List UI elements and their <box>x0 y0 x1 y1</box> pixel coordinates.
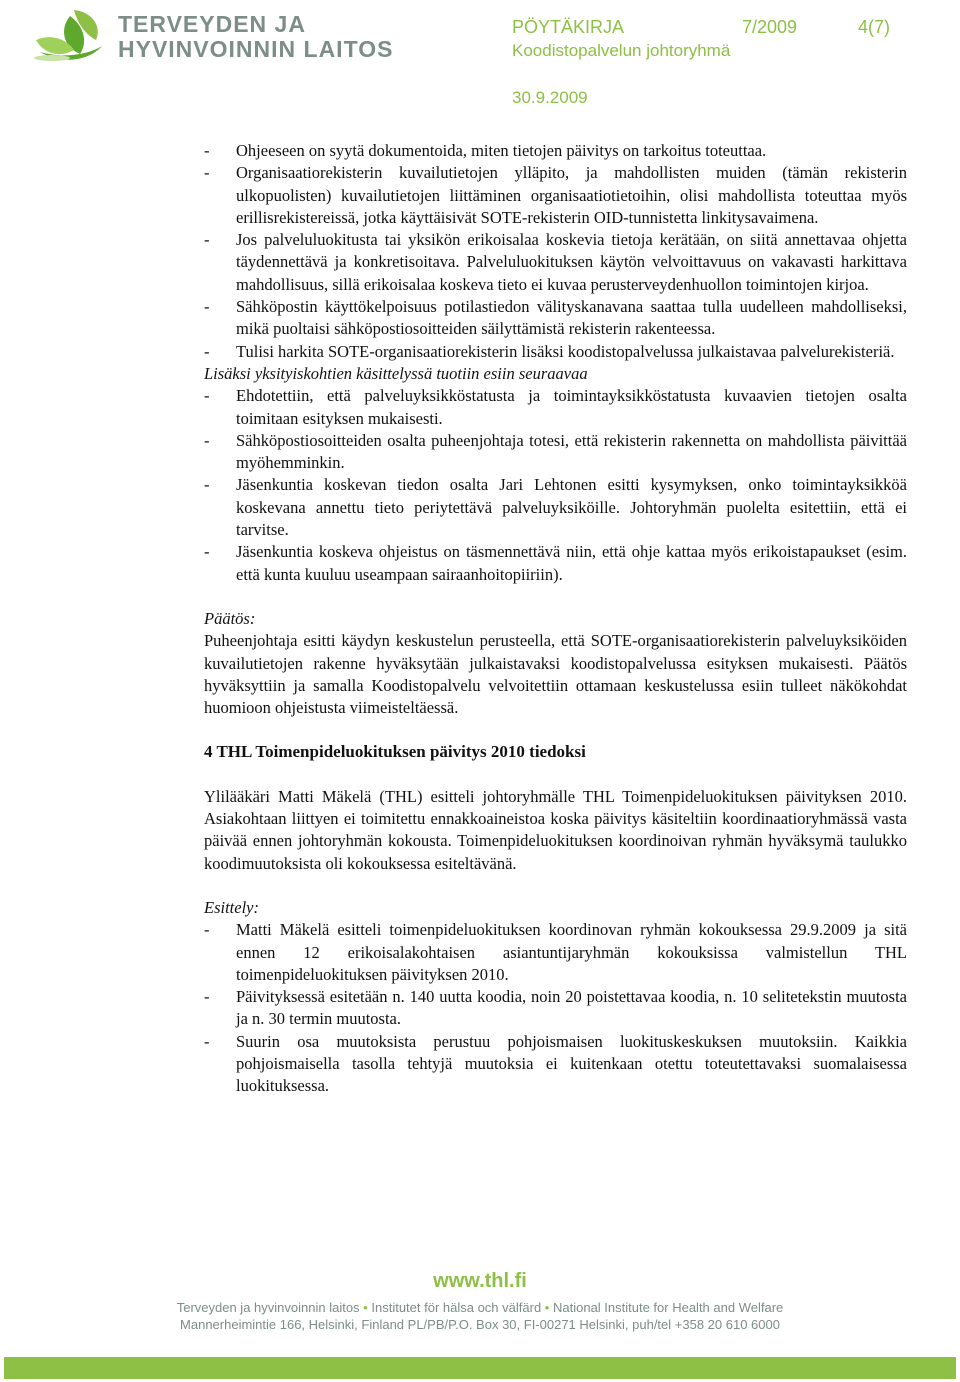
list-item: - Ohjeeseen on syytä dokumentoida, miten tietojen päivitys on tarkoitus toteuttaa. <box>204 140 907 162</box>
footer-color-bar <box>4 1357 956 1379</box>
thl-logo-icon <box>30 6 110 64</box>
footer-name-en: National Institute for Health and Welfare <box>552 1300 784 1315</box>
presentation-label: Esittely: <box>204 897 259 917</box>
section-text: Ylilääkäri Matti Mäkelä (THL) esitteli johtoryhmälle THL Toimenpideluokituksen päivityksen 2010. Asiakohtaan liittyen ei toimitettu ennakkoaineistoa koska päivitys käsiteltiin koordinaatioryhmässä vasta päivää ennen johtoryhmän kokousta. Toimenpideluokituksen koordinoivan ryhmän hyväksymä taulukko koodimuutoksista oli kokouksessa esiteltävänä. <box>204 786 907 873</box>
footer-website-link[interactable]: www.thl.fi <box>433 1270 527 1292</box>
bullet-separator: • <box>363 1300 368 1315</box>
bullet-separator: • <box>544 1300 550 1315</box>
document-date: 30.9.2009 <box>512 88 588 107</box>
document-body <box>204 140 907 1098</box>
list-item: - Suurin osa muutoksista perustuu pohjoismaisen luokituskeskuksen muutoksiin. Kaikkia pohjoismaisella tasolla tehtyjä muutoksia ei kuitenkaan otettu toteutettavaksi suomalaisessa luokituksessa. <box>204 1031 907 1098</box>
list-item: - Jos palveluluokitusta tai yksikön erikoisalaa koskevia tietoja kerätään, on siitä annettavaa ohjetta täydennettävä ja konkretisoitava. Palveluluokituksen käytön velvoittavuus on vakavasti harkittava mahdollisuus, sillä erikoisalaa koskeva tieto ei kuvaa perusterveydenhuollon toimintojen kirjoa. <box>204 229 907 296</box>
page-number: 4(7) <box>858 17 891 37</box>
document-number: 7/2009 <box>742 17 798 37</box>
group-name: Koodistopalvelun johtoryhmä <box>512 41 731 60</box>
details-subheading: Lisäksi yksityiskohtien käsittelyssä tuotiin esiin seuraavaa <box>204 363 588 383</box>
list-item: - Organisaatiorekisterin kuvailutietojen ylläpito, ja mahdollisten muiden (tämän rekisterin ulkopuolisten) kuvailutietojen liittäminen organisaatiotietoihin, olisi mahdollista toteuttaa myös erillisrekistereissä, jotka käyttäisivät SOTE-rekisterin OID-tunnistetta linkitysavaimena. <box>204 162 907 229</box>
org-name-line2: HYVINVOINNIN LAITOS <box>118 36 394 62</box>
page-header <box>0 0 960 110</box>
list-item: - Päivityksessä esitetään n. 140 uutta koodia, noin 20 poistettavaa koodia, n. 10 selitetekstin muutosta ja n. 30 termin muutosta. <box>204 986 907 1031</box>
list-item: - Jäsenkuntia koskevan tiedon osalta Jari Lehtonen esitti kysymyksen, onko toimintayksikköä koskevana annettu tieto periytettävä palveluyksiköille. Johtoryhmän puolelta esitettiin, että ei tarvitse. <box>204 474 907 541</box>
list-item: - Sähköpostiosoitteiden osalta puheenjohtaja totesi, että rekisterin rakennetta on mahdollista päivittää myöhemminkin. <box>204 430 907 475</box>
decision-text: Puheenjohtaja esitti käydyn keskustelun perusteella, että SOTE-organisaatiorekisterin palveluyksiköiden kuvailutietojen rakenne hyväksytään julkaistavaksi koodistopalvelussa esityksen mukaisesti. Päätös hyväksyttiin ja samalla Koodistopalvelu velvoitettiin ottamaan keskustelussa esiin tulleet näkökohdat huomioon ohjeistusta viimeisteltäessä. <box>204 631 907 718</box>
decision-label: Päätös: <box>204 608 256 628</box>
presentation-list <box>204 919 907 1097</box>
footer-name-fi: Terveyden ja hyvinvoinnin laitos <box>176 1300 360 1315</box>
list-item: - Matti Mäkelä esitteli toimenpideluokituksen koordinovan ryhmän kokouksessa 29.9.2009 ja sitä ennen 12 erikoisalakohtaisen asiantuntijaryhmän kokouksissa valmistellun THL toimenpideluokituksen päivityksen 2010. <box>204 919 907 986</box>
discussion-list <box>204 140 907 363</box>
org-name-line1: TERVEYDEN JA <box>118 11 306 37</box>
spacer <box>204 875 907 897</box>
spacer <box>204 764 907 786</box>
list-item: - Sähköpostin käyttökelpoisuus potilastiedon välityskanavana saattaa tulla uudelleen mahdolliseksi, mikä puoltaisi sähköpostiosoitteiden säilyttämistä rekisterin rakenteessa. <box>204 296 907 341</box>
document-type: PÖYTÄKIRJA <box>512 17 625 37</box>
list-item: - Jäsenkuntia koskeva ohjeistus on täsmennettävä niin, että ohje kattaa myös erikoistapaukset (esim. että kunta kuuluu useampaan sairaanhoitopiiriin). <box>204 541 907 586</box>
list-item: - Tulisi harkita SOTE-organisaatiorekisterin lisäksi koodistopalvelussa julkaistavaa palvelurekisteriä. <box>204 341 907 363</box>
footer-name-sv: Institutet för hälsa och välfärd <box>371 1300 542 1315</box>
footer-address: Mannerheimintie 166, Helsinki, Finland PL/PB/P.O. Box 30, FI-00271 Helsinki, puh/tel +358 20 610 6000 <box>180 1317 780 1332</box>
details-list <box>204 385 907 586</box>
spacer <box>204 719 907 741</box>
spacer <box>204 586 907 608</box>
footer-organization-names <box>0 1300 960 1315</box>
organization-name <box>118 12 393 62</box>
section-heading: 4 THL Toimenpideluokituksen päivitys 2010 tiedoksi <box>204 742 586 762</box>
list-item: - Ehdotettiin, että palveluyksikköstatusta ja toimintayksikköstatusta kuvaavien tietojen osalta toimitaan esityksen mukaisesti. <box>204 385 907 430</box>
